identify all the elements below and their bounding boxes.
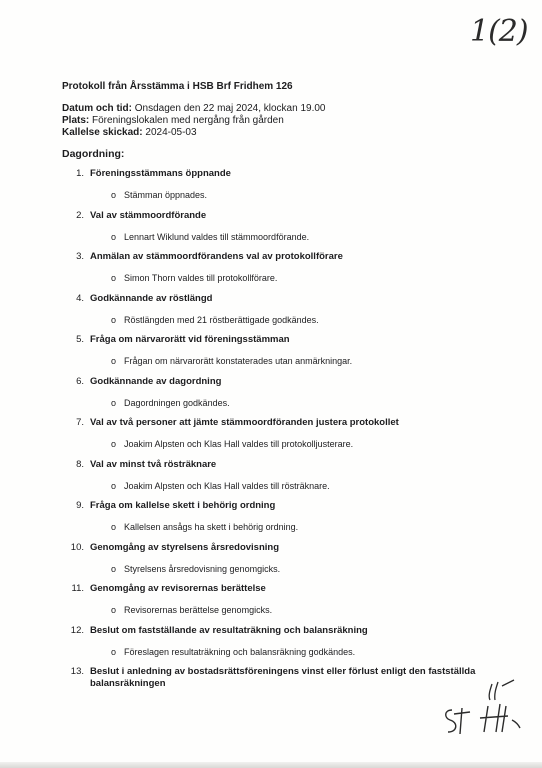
item-heading: Anmälan av stämmoordförandens val av protokollförare [90, 251, 343, 262]
agenda-item [62, 542, 482, 584]
item-note: Dagordningen godkändes. [124, 397, 230, 408]
agenda-item [62, 334, 482, 376]
document-title: Protokoll från Årsstämma i HSB Brf Fridhem 126 [62, 81, 293, 92]
meta-row-place [62, 115, 325, 127]
item-number: 8. [76, 458, 84, 470]
bullet-icon: o [111, 480, 117, 491]
bullet-icon: o [111, 522, 117, 532]
item-note: Föreslagen resultaträkning och balansräkning godkändes. [124, 646, 356, 657]
bullet-icon: o [111, 563, 117, 574]
meta-label: Datum och tid: [62, 103, 132, 114]
item-heading: Fråga om närvarorätt vid föreningsstämman [90, 334, 290, 345]
bullet-icon: o [111, 439, 117, 449]
item-note: Röstlängden med 21 röstberättigade godkändes. [124, 314, 319, 325]
agenda-item [62, 168, 482, 210]
agenda-list [62, 168, 482, 708]
agenda-item [62, 500, 482, 542]
meta-value: Föreningslokalen med nergång från gården [92, 115, 284, 126]
page-number: 1(2) [470, 14, 528, 49]
item-number: 1. [76, 168, 84, 179]
meta-row-notice [62, 127, 325, 139]
item-note: Lennart Wiklund valdes till stämmoordförande. [124, 231, 310, 242]
item-heading: Genomgång av revisorernas berättelse [90, 583, 266, 594]
item-heading: Val av stämmoordförande [90, 209, 207, 221]
meta-value: 2024-05-03 [145, 127, 197, 138]
bullet-icon: o [111, 605, 117, 615]
agenda-item [62, 666, 482, 708]
agenda-item [62, 210, 482, 252]
bullet-icon: o [111, 356, 117, 366]
item-number: 6. [76, 375, 84, 387]
agenda-heading: Dagordning: [62, 148, 125, 160]
item-number: 10. [70, 541, 84, 553]
item-heading: Genomgång av styrelsens årsredovisning [90, 541, 280, 553]
item-note: Styrelsens årsredovisning genomgicks. [124, 563, 281, 574]
item-heading: Val av minst två rösträknare [90, 458, 217, 470]
handwritten-initials-signature [440, 676, 530, 736]
meta-row-date [62, 103, 325, 115]
item-heading: Föreningsstämmans öppnande [90, 168, 231, 179]
item-number: 9. [76, 500, 84, 511]
item-number: 2. [76, 209, 84, 221]
scan-edge [0, 762, 542, 768]
meta-label: Plats: [62, 115, 90, 126]
item-heading: Beslut om fastställande av resultaträkning och balansräkning [90, 624, 368, 636]
bullet-icon: o [111, 231, 117, 242]
item-heading: Godkännande av röstlängd [90, 292, 213, 304]
item-heading: Val av två personer att jämte stämmoordföranden justera protokollet [90, 417, 399, 428]
item-note: Joakim Alpsten och Klas Hall valdes till protokolljusterare. [124, 439, 354, 449]
agenda-item [62, 251, 482, 293]
item-number: 12. [70, 624, 84, 636]
item-heading: Beslut i anledning av bostadsrättsföreningens vinst eller förlust enligt den fastställda balansräkningen [90, 666, 476, 689]
item-heading: Godkännande av dagordning [90, 375, 222, 387]
meta-label: Kallelse skickad: [62, 127, 143, 138]
bullet-icon: o [111, 397, 117, 408]
agenda-item [62, 376, 482, 418]
meta-value: Onsdagen den 22 maj 2024, klockan 19.00 [134, 103, 326, 114]
item-heading: Fråga om kallelse skett i behörig ordning [90, 500, 276, 511]
agenda-item [62, 459, 482, 501]
item-number: 4. [76, 292, 84, 304]
agenda-item [62, 625, 482, 667]
agenda-item [62, 583, 482, 625]
item-note: Frågan om närvarorätt konstaterades utan anmärkningar. [124, 356, 353, 366]
agenda-item [62, 417, 482, 459]
item-note: Kallelsen ansågs ha skett i behörig ordning. [124, 522, 299, 532]
item-number: 5. [76, 334, 84, 345]
item-note: Joakim Alpsten och Klas Hall valdes till rösträknare. [124, 480, 330, 491]
item-note: Stämman öppnades. [124, 190, 208, 200]
item-number: 11. [71, 583, 84, 594]
agenda-item [62, 293, 482, 335]
item-number: 7. [76, 417, 84, 428]
item-number: 3. [76, 251, 84, 262]
item-number: 13. [70, 666, 84, 677]
bullet-icon: o [111, 646, 117, 657]
item-note: Revisorernas berättelse genomgicks. [124, 605, 273, 615]
bullet-icon: o [111, 273, 117, 283]
bullet-icon: o [111, 314, 117, 325]
bullet-icon: o [111, 190, 117, 200]
item-note: Simon Thorn valdes till protokollförare. [124, 273, 278, 283]
meeting-details [62, 103, 325, 139]
